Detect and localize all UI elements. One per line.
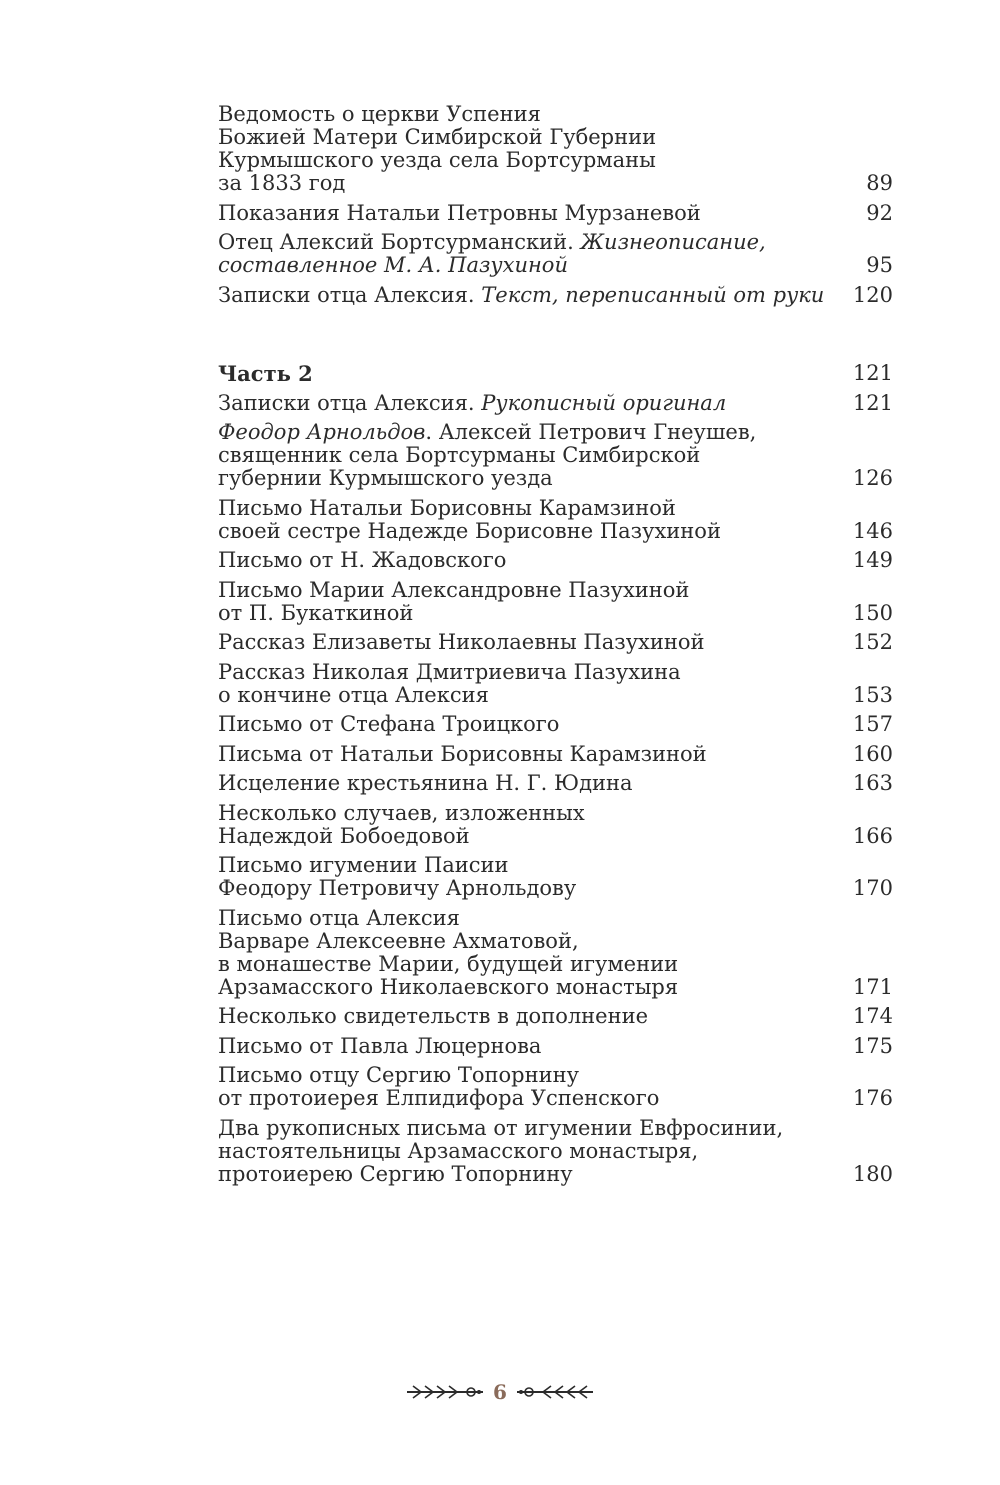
toc-entry[interactable] xyxy=(218,202,893,225)
toc-page-number: 153 xyxy=(852,682,893,707)
toc-entry[interactable] xyxy=(218,1035,893,1058)
toc-entry[interactable] xyxy=(218,661,893,707)
toc-page-number: 180 xyxy=(852,1161,893,1186)
toc-entry[interactable] xyxy=(218,772,893,795)
toc-page-number: 175 xyxy=(852,1033,893,1058)
toc-entry-title: Рассказ Николая Дмитриевича Пазухина о кончине отца Алексия xyxy=(218,659,681,707)
right-ornament-icon xyxy=(515,1382,595,1402)
toc-page-number: 152 xyxy=(852,630,893,654)
toc-page-number: 120 xyxy=(852,282,893,307)
toc-page-number: 150 xyxy=(852,600,893,625)
toc-entry[interactable] xyxy=(218,497,893,543)
toc-entry[interactable] xyxy=(218,579,893,625)
part-heading[interactable] xyxy=(218,362,893,385)
toc-page-number: 170 xyxy=(852,876,893,900)
toc-page-number: 160 xyxy=(852,741,893,766)
toc-entry[interactable] xyxy=(218,231,893,277)
toc-page-number: 171 xyxy=(852,974,893,999)
toc-entry[interactable] xyxy=(218,631,893,654)
toc-entry-title: Рассказ Елизаветы Николаевны Пазухиной xyxy=(218,630,705,654)
toc-page-number: 166 xyxy=(852,823,893,848)
toc-entry[interactable] xyxy=(218,421,893,490)
toc-entry[interactable] xyxy=(218,549,893,572)
toc-entry[interactable] xyxy=(218,1064,893,1110)
toc-entry[interactable] xyxy=(218,713,893,736)
toc-entry-title: Феодор Арнольдов. Алексей Петрович Гнеушев, священник села Бортсурманы Симбирской губернии Курмышского уезда xyxy=(218,420,757,490)
toc-entry-title: Два рукописных письма от игумении Евфросинии, настоятельницы Арзамасского монастыря, протоиерею Сергию Топорнину xyxy=(218,1115,784,1186)
toc-page-number: 174 xyxy=(852,1004,893,1028)
toc-entry-title: Письмо игумении Паисии Феодору Петровичу Арнольдову xyxy=(218,853,577,900)
toc-page-number: 121 xyxy=(852,361,893,385)
page-footer xyxy=(0,1377,1000,1407)
toc-entry[interactable] xyxy=(218,743,893,766)
toc-section-part2 xyxy=(218,362,893,1192)
toc-entry[interactable] xyxy=(218,284,893,307)
toc-entry-list xyxy=(218,497,893,1186)
toc-entry-title: Ведомость о церкви Успения Божией Матери Симбирской Губернии Курмышского уезда села Бортсурманы за 1833 год xyxy=(218,102,657,195)
toc-page-number: 149 xyxy=(852,548,893,572)
toc-entry[interactable] xyxy=(218,1005,893,1028)
toc-entry-title: Письмо от Стефана Троицкого xyxy=(218,712,560,736)
toc-page-number: 157 xyxy=(852,712,893,736)
toc-page-number: 95 xyxy=(866,253,893,277)
toc-entry-title: Показания Натальи Петровны Мурзаневой xyxy=(218,200,701,225)
toc-entry-title: Письмо отцу Сергию Топорнину от протоиерея Елпидифора Успенского xyxy=(218,1063,660,1110)
toc-entry-title: Несколько случаев, изложенных Надеждой Бобоедовой xyxy=(218,800,585,848)
toc-entry-title: Отец Алексий Бортсурманский. Жизнеописание, составленное М. А. Пазухиной xyxy=(218,230,766,277)
toc-entry[interactable] xyxy=(218,392,893,415)
toc-entry[interactable] xyxy=(218,103,893,195)
toc-entry-title: Письмо отца Алексия Варваре Алексеевне Ахматовой, в монашестве Марии, будущей игумении Арзамасского Николаевского монастыря xyxy=(218,905,679,999)
toc-entry[interactable] xyxy=(218,907,893,999)
toc-page-number: 89 xyxy=(866,171,893,195)
toc-entry-title: Письма от Натальи Борисовны Карамзиной xyxy=(218,741,707,766)
toc-entry-title: Письмо Натальи Борисовны Карамзиной своей сестре Надежде Борисовне Пазухиной xyxy=(218,495,721,543)
toc-page-number: 121 xyxy=(852,390,893,415)
toc-entry-title: Исцеление крестьянина Н. Г. Юдина xyxy=(218,771,633,795)
toc-page-number: 92 xyxy=(866,200,893,225)
page-number: 6 xyxy=(493,1380,507,1404)
left-ornament-icon xyxy=(405,1382,485,1402)
toc-page-number: 126 xyxy=(852,466,893,490)
toc-entry-title: Письмо от Н. Жадовского xyxy=(218,548,507,572)
part-heading-title: Часть 2 xyxy=(218,361,313,386)
toc-entry[interactable] xyxy=(218,802,893,848)
toc-section-part1 xyxy=(218,103,893,313)
toc-entry[interactable] xyxy=(218,1117,893,1186)
toc-entry-title: Записки отца Алексия. Текст, переписанный от руки xyxy=(218,282,825,307)
toc-entry-title: Письмо от Павла Люцернова xyxy=(218,1033,542,1058)
toc-entry-title: Несколько свидетельств в дополнение xyxy=(218,1004,649,1028)
toc-entry-title: Письмо Марии Александровне Пазухиной от П. Букаткиной xyxy=(218,577,690,625)
toc-entry[interactable] xyxy=(218,854,893,900)
toc-page-number: 146 xyxy=(852,518,893,543)
toc-page-number: 176 xyxy=(852,1086,893,1110)
toc-page-number: 163 xyxy=(852,771,893,795)
toc-entry-title: Записки отца Алексия. Рукописный оригинал xyxy=(218,390,727,415)
